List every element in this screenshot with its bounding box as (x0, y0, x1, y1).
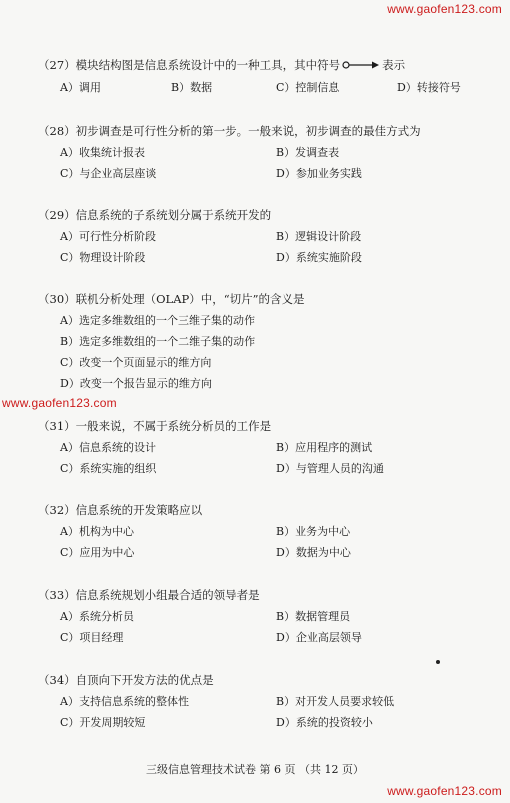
question-31-option-d: D）与管理人员的沟通 (276, 462, 384, 475)
question-33-option-a: A）系统分析员 (60, 610, 134, 623)
question-30-option-c: C）改变一个页面显示的维方向 (60, 356, 212, 369)
question-32-option-a: A）机构为中心 (60, 525, 134, 538)
question-27-option-a: A）调用 (60, 81, 101, 94)
question-34-option-a: A）支持信息系统的整体性 (60, 695, 189, 708)
question-27-option-d: D）转接符号 (397, 81, 461, 94)
question-34-option-b: B）对开发人员要求较低 (276, 695, 395, 708)
question-27-option-b: B）数据 (171, 81, 213, 94)
page-footer: 三级信息管理技术试卷 第 6 页 （共 12 页） (146, 763, 364, 776)
question-30-option-a: A）选定多维数组的一个三维子集的动作 (60, 314, 255, 327)
question-34-option-d: D）系统的投资较小 (276, 716, 373, 729)
question-28-stem: （28）初步调查是可行性分析的第一步。一般来说，初步调查的最佳方式为 (38, 124, 421, 138)
question-27-stem-text-end: 表示 (382, 58, 406, 72)
question-32-stem: （32）信息系统的开发策略应以 (38, 503, 203, 517)
question-29-stem: （29）信息系统的子系统划分属于系统开发的 (38, 208, 272, 222)
question-31-option-c: C）系统实施的组织 (60, 462, 157, 475)
question-29-option-a: A）可行性分析阶段 (60, 230, 156, 243)
watermark-top: www.gaofen123.com (387, 2, 502, 16)
question-28-option-d: D）参加业务实践 (276, 167, 362, 180)
watermark-bottom: www.gaofen123.com (387, 784, 502, 798)
question-27-stem-text: （27）模块结构图是信息系统设计中的一种工具，其中符号 (38, 58, 341, 72)
question-32-option-d: D）数据为中心 (276, 546, 351, 559)
scan-speck (436, 660, 440, 664)
question-27-option-c: C）控制信息 (276, 81, 340, 94)
question-28-option-b: B）发调查表 (276, 146, 340, 159)
question-30-option-b: B）选定多维数组的一个二维子集的动作 (60, 335, 256, 348)
question-30-stem: （30）联机分析处理（OLAP）中，“切片”的含义是 (38, 292, 305, 306)
question-31-option-a: A）信息系统的设计 (60, 441, 156, 454)
question-33-option-b: B）数据管理员 (276, 610, 351, 623)
question-32-option-c: C）应用为中心 (60, 546, 135, 559)
question-33-option-c: C）项目经理 (60, 631, 124, 644)
question-27-stem (38, 57, 405, 73)
question-31-stem: （31）一般来说，不属于系统分析员的工作是 (38, 419, 272, 433)
watermark-middle: www.gaofen123.com (2, 396, 117, 410)
question-28-option-c: C）与企业高层座谈 (60, 167, 157, 180)
question-29-option-d: D）系统实施阶段 (276, 251, 362, 264)
question-32-option-b: B）业务为中心 (276, 525, 351, 538)
open-circle-arrow-icon (342, 59, 380, 73)
question-29-option-c: C）物理设计阶段 (60, 251, 146, 264)
question-31-option-b: B）应用程序的测试 (276, 441, 373, 454)
question-29-option-b: B）逻辑设计阶段 (276, 230, 362, 243)
question-34-option-c: C）开发周期较短 (60, 716, 146, 729)
question-30-option-d: D）改变一个报告显示的维方向 (60, 377, 212, 390)
question-33-option-d: D）企业高层领导 (276, 631, 362, 644)
question-34-stem: （34）自顶向下开发方法的优点是 (38, 673, 214, 687)
question-33-stem: （33）信息系统规划小组最合适的领导者是 (38, 588, 260, 602)
question-28-option-a: A）收集统计报表 (60, 146, 145, 159)
